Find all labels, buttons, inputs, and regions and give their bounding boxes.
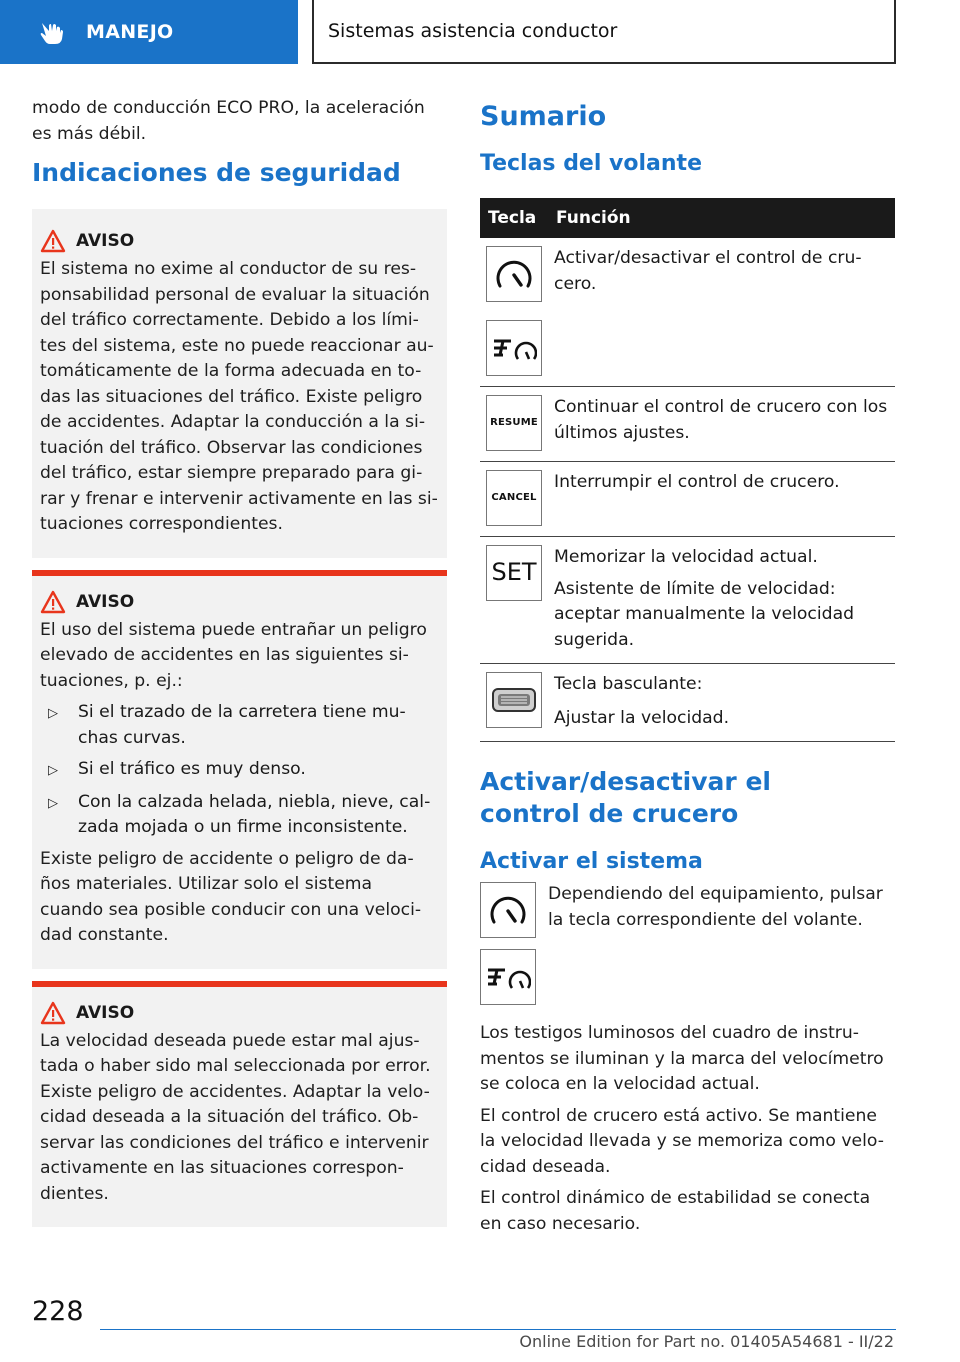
resume-key-icon: RESUME bbox=[486, 395, 542, 451]
list-item: ▷ Si el trazado de la carretera tiene mu-chas curvas. bbox=[48, 700, 439, 751]
warning-triangle-icon bbox=[40, 1001, 66, 1025]
rocker-switch-icon bbox=[486, 672, 542, 728]
function-text: Continuar el control de crucero con los últimos ajustes. bbox=[548, 387, 895, 462]
body-paragraph: Los testigos luminosos del cuadro de instru-mentos se iluminan y la marca del velocímetro se coloca en la velocidad actual. bbox=[480, 1023, 884, 1094]
page-number: 228 bbox=[32, 1296, 84, 1327]
triangle-bullet-icon: ▷ bbox=[48, 795, 58, 811]
activate-heading: Activar/desactivar el control de crucero bbox=[480, 767, 771, 828]
function-text bbox=[548, 312, 895, 387]
warning-box-3 bbox=[32, 981, 447, 1228]
body-paragraph: El control dinámico de estabilidad se conecta en caso necesario. bbox=[480, 1188, 871, 1234]
section-label: MANEJO bbox=[86, 21, 174, 43]
cancel-key-icon: CANCEL bbox=[486, 470, 542, 526]
activate-row-2 bbox=[480, 949, 895, 1005]
warning-title: AVISO bbox=[76, 231, 135, 251]
function-text: Tecla basculante: Ajustar la velocidad. bbox=[548, 664, 895, 742]
warning-triangle-icon bbox=[40, 229, 66, 253]
hand-pointer-icon bbox=[38, 17, 68, 47]
activate-text: Dependiendo del equipamiento, pulsar la tecla correspondiente del volante. bbox=[548, 884, 883, 930]
chapter-title: Sistemas asistencia conductor bbox=[328, 20, 618, 42]
column-header-key: Tecla bbox=[480, 198, 548, 238]
triangle-bullet-icon: ▷ bbox=[48, 706, 58, 721]
buttons-table bbox=[480, 198, 895, 742]
warning-text: El uso del sistema puede entrañar un peligro elevado de accidentes en las siguientes si-tuaciones, p. ej.: bbox=[40, 619, 427, 691]
cruise-gauge-icon bbox=[486, 246, 542, 302]
warning-text: Existe peligro de accidente o peligro de da-ños materiales. Utilizar solo el sistema cuando sea posible conducir con una veloci-dad constante. bbox=[40, 848, 422, 945]
edition-text: Online Edition for Part no. 01405A54681 - II/22 bbox=[519, 1332, 894, 1351]
function-text: Memorizar la velocidad actual. Asistente de límite de velocidad: aceptar manualmente la velocidad sugerida. bbox=[548, 537, 895, 664]
right-column bbox=[480, 96, 895, 1243]
table-row bbox=[480, 537, 895, 664]
column-header-function: Función bbox=[548, 198, 895, 238]
set-key-icon: SET bbox=[486, 545, 542, 601]
list-item: ▷ Si el tráfico es muy denso. bbox=[48, 757, 439, 784]
chapter-title-box bbox=[312, 0, 896, 64]
body-paragraph: El control de crucero está activo. Se mantiene la velocidad llevada y se memoriza como velo-cidad deseada. bbox=[480, 1105, 884, 1177]
list-item: ▷ Con la calzada helada, niebla, nieve, cal-zada mojada o un firme inconsistente. bbox=[48, 790, 439, 841]
intro-text: modo de conducción ECO PRO, la aceleración es más débil. bbox=[32, 98, 425, 144]
activate-subheading: Activar el sistema bbox=[480, 849, 703, 874]
warning-box-2 bbox=[32, 570, 447, 969]
activate-row bbox=[480, 882, 895, 939]
triangle-bullet-icon: ▷ bbox=[48, 763, 58, 778]
table-row bbox=[480, 238, 895, 312]
buttons-heading: Teclas del volante bbox=[480, 151, 702, 176]
warning-box-1 bbox=[32, 209, 447, 558]
warning-text: La velocidad deseada puede estar mal ajus-tada o haber sido mal seleccionada por error. Existe peligro de accidentes. Adaptar la velo-cidad deseada a la situación del tráfico. Ob-servar las condiciones del tráfico e intervenir activamente en las situaciones correspon-dientes. bbox=[40, 1030, 431, 1204]
section-tab bbox=[0, 0, 298, 64]
safety-heading: Indicaciones de seguridad bbox=[32, 158, 401, 187]
warning-title: AVISO bbox=[76, 1002, 135, 1023]
left-column bbox=[32, 96, 447, 1239]
cruise-gauge-icon bbox=[480, 882, 536, 938]
table-row bbox=[480, 462, 895, 537]
table-row bbox=[480, 312, 895, 387]
warning-title: AVISO bbox=[76, 591, 135, 612]
car-distance-icon bbox=[480, 949, 536, 1005]
warning-text: El sistema no exime al conductor de su res-ponsabilidad personal de evaluar la situación del tráfico correctamente. Debido a los lími-tes del sistema, este no puede reaccionar au-tomáticamente de la forma adecuada en to-das las situaciones del tráfico. Existe peligro de accidentes. Adaptar la conducción a la si-tuación del tráfico. Observar las condiciones del tráfico, estar siempre preparado para gi-rar y frenar e intervenir activamente en las si-tuaciones correspondientes. bbox=[40, 259, 438, 534]
summary-heading: Sumario bbox=[480, 101, 607, 132]
table-row bbox=[480, 387, 895, 462]
car-distance-icon bbox=[486, 320, 542, 376]
table-row bbox=[480, 664, 895, 742]
function-text: Interrumpir el control de crucero. bbox=[548, 462, 895, 537]
function-text: Activar/desactivar el control de cru-cero. bbox=[554, 248, 862, 294]
footer-divider bbox=[100, 1329, 896, 1330]
warning-triangle-icon bbox=[40, 590, 66, 614]
